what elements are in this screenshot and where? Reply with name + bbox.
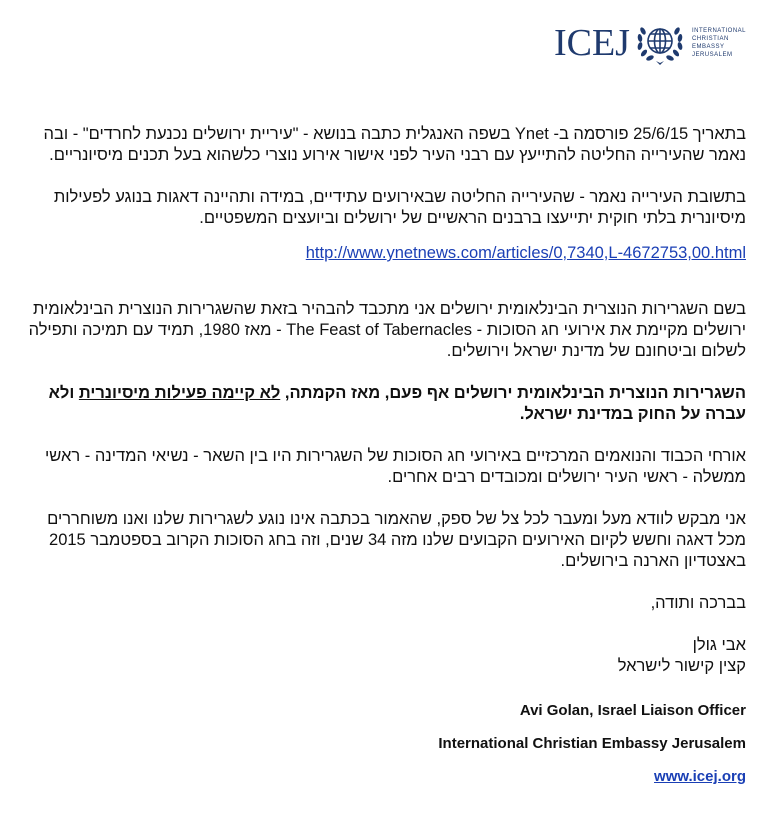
website-link[interactable]: www.icej.org (654, 768, 746, 785)
underlined-statement: לא קיימה פעילות מיסיונרית (78, 384, 281, 402)
signer-name-hebrew: אבי גולן (692, 636, 746, 654)
signer-title-hebrew: קצין קישור לישראל (617, 657, 746, 675)
paragraph-request: אני מבקש לוודא מעל ומעבר לכל צל של ספק, שהאמור בכתבה אינו נוגע לשגרירות שלנו ואנו משוחררים מכל דאגה וחשש לקיום האירועים הקבועים שלנו מזה 34 שנים, וזה בחג הסוכות הקרוב בספטמבר 2015 באצטדיון הארנה בירושלים. (47, 510, 746, 570)
signer-name-title: Avi Golan, Israel Liaison Officer (519, 702, 746, 719)
english-signature (246, 700, 746, 799)
statement-text: השגרירות הנוצרית הבינלאומית ירושלים אף פעם, מאז הקמתה, (280, 384, 746, 402)
paragraph-honored-guests: אורחי הכבוד והנואמים המרכזיים באירועי חג הסוכות של השגרירות היו בין השאר - נשיאי המדינה - ראשי ממשלה - ראשי העיר ירושלים ומכובדים רבים אחרים. (45, 447, 746, 486)
ynet-article-link[interactable]: http://www.ynetnews.com/articles/0,7340,L-4672753,00.html (305, 244, 746, 262)
paragraph-municipality-response: בתשובת העירייה נאמר - שהעירייה החליטה שבאירועים עתידיים, במידה ותהיינה דאגות בנוגע לפעילות מיסיונרית בלתי חוקית יתייעצו ברבנים הראשיים של ירושלים וביועצים המשפטיים. (53, 188, 746, 227)
logo-subtitle-line: CHRISTIAN (691, 36, 729, 42)
logo-subtitle-line: EMBASSY (691, 44, 725, 50)
organization-name: International Christian Embassy Jerusalem (438, 735, 746, 752)
paragraph-ynet-article: בתאריך 25/6/15 פורסמה ב- Ynet בשפה האנגלית כתבה בנושא - "עיריית ירושלים נכנעת לחרדים" - ובה נאמר שהעירייה החליטה להתייעץ עם רבני העיר לפני אישור אירוע נוצרי כלשהוא בעל תכנים מיסיונריים. (43, 125, 746, 164)
closing: בברכה ותודה, (650, 594, 746, 612)
logo-subtitle-line: INTERNATIONAL (691, 28, 746, 34)
paragraph-no-missionary-activity (16, 383, 746, 425)
logo-subtitle (692, 27, 746, 59)
icej-logo (554, 18, 746, 68)
logo-subtitle-line: JERUSALEM (691, 52, 733, 58)
globe-wreath-icon (634, 19, 686, 67)
hebrew-signature (16, 635, 746, 677)
letter-body (16, 124, 746, 698)
logo-wordmark: ICEJ (553, 22, 630, 64)
statement-text: ולא עברה על החוק במדינת ישראל. (48, 384, 746, 423)
paragraph-embassy-statement: בשם השגרירות הנוצרית הבינלאומית ירושלים אני מתכבד להבהיר בזאת שהשגרירות הנוצרית הבינלאומית ירושלים מקיימת את אירועי חג הסוכות - The Feast of Tabernacles - מאז 1980, תמיד עם תמיכה ותפילה לשלום וביטחונם של מדינת ישראל וירושלים. (28, 300, 746, 360)
